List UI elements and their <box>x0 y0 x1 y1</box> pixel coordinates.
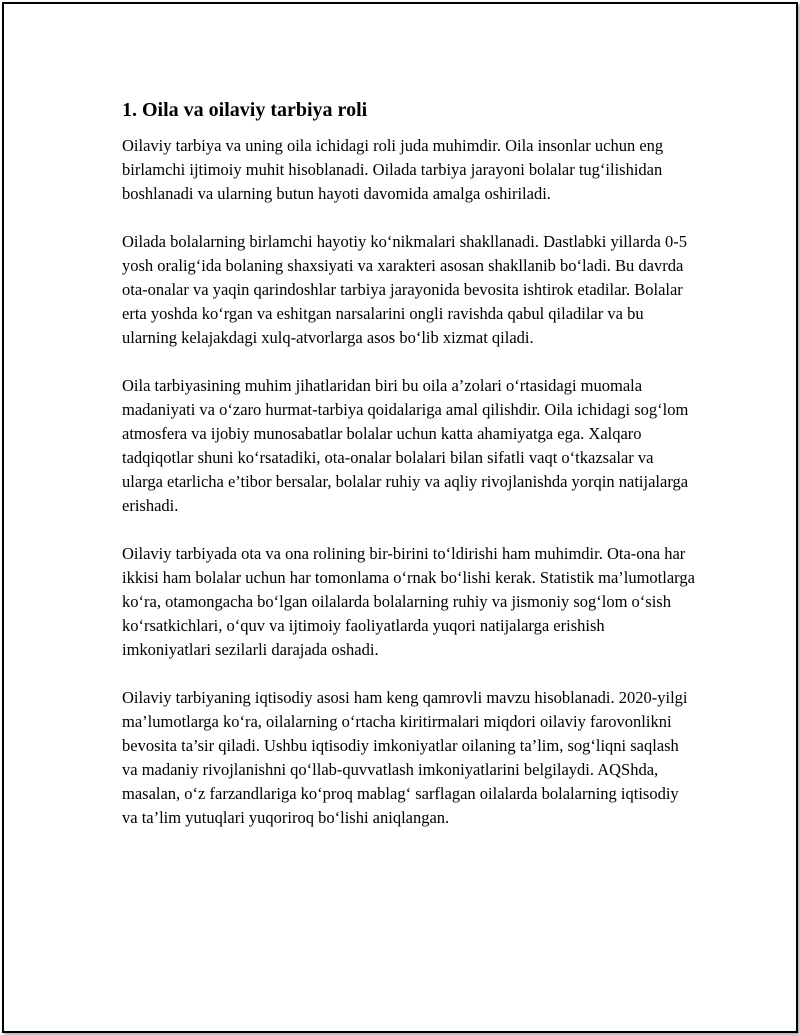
paragraph-1: Oilaviy tarbiya va uning oila ichidagi roli juda muhimdir. Oila insonlar uchun eng birlamchi ijtimoiy muhit hisoblanadi. Oilada tarbiya jarayoni bolalar tug‘ilishidan boshlanadi va ularning butun hayoti davomida amalga oshiriladi. <box>122 136 664 203</box>
paragraph-2: Oilada bolalarning birlamchi hayotiy ko‘nikmalari shakllanadi. Dastlabki yillarda 0-5 yosh oralig‘ida bolaning shaxsiyati va xarakteri asosan shakllanib bo‘ladi. Bu davrda ota-onalar va yaqin qarindoshlar tarbiya jarayonida bevosita ishtirok etadilar. Bolalar erta yoshda ko‘rgan va eshitgan narsalarini ongli ravishda qabul qiladilar va bu ularning kelajakdagi xulq-atvorlarga asos bo‘lib xizmat qiladi. <box>122 232 687 347</box>
document-body <box>122 98 697 854</box>
section-heading: 1. Oila va oilaviy tarbiya roli <box>122 99 368 121</box>
paragraph-3: Oila tarbiyasining muhim jihatlaridan biri bu oila a’zolari o‘rtasidagi muomala madaniyati va o‘zaro hurmat-tarbiya qoidalariga amal qilishdir. Oila ichidagi sog‘lom atmosfera va ijobiy munosabatlar bolalar uchun katta ahamiyatga ega. Xalqaro tadqiqotlar shuni ko‘rsatadiki, ota-onalar bolalari bilan sifatli vaqt o‘tkazsalar va ularga etarlicha e’tibor bersalar, bolalar ruhiy va aqliy rivojlanishda yorqin natijalarga erishadi. <box>122 376 689 515</box>
page-frame <box>2 2 798 1033</box>
paragraph-5: Oilaviy tarbiyaning iqtisodiy asosi ham keng qamrovli mavzu hisoblanadi. 2020-yilgi ma’lumotlarga ko‘ra, oilalarning o‘rtacha kiritirmalari miqdori oilaviy farovonlikni bevosita ta’sir qiladi. Ushbu iqtisodiy imkoniyatlar oilaning ta’lim, sog‘liqni saqlash va madaniy rivojlanishni qo‘llab-quvvatlash imkoniyatlarini belgilaydi. AQShda, masalan, o‘z farzandlariga ko‘proq mablag‘ sarflagan oilalarda bolalarning iqtisodiy va ta’lim yutuqlari yuqoriroq bo‘lishi aniqlangan. <box>122 688 688 827</box>
paragraph-4: Oilaviy tarbiyada ota va ona rolining bir-birini to‘ldirishi ham muhimdir. Ota-ona har ikkisi ham bolalar uchun har tomonlama o‘rnak bo‘lishi kerak. Statistik ma’lumotlarga ko‘ra, otamongacha bo‘lgan oilalarda bolalarning ruhiy va jismoniy sog‘lom o‘sish ko‘rsatkichlari, o‘quv va ijtimoiy faoliyatlarda yuqori natijalarga erishish imkoniyatlari sezilarli darajada oshadi. <box>122 544 695 659</box>
